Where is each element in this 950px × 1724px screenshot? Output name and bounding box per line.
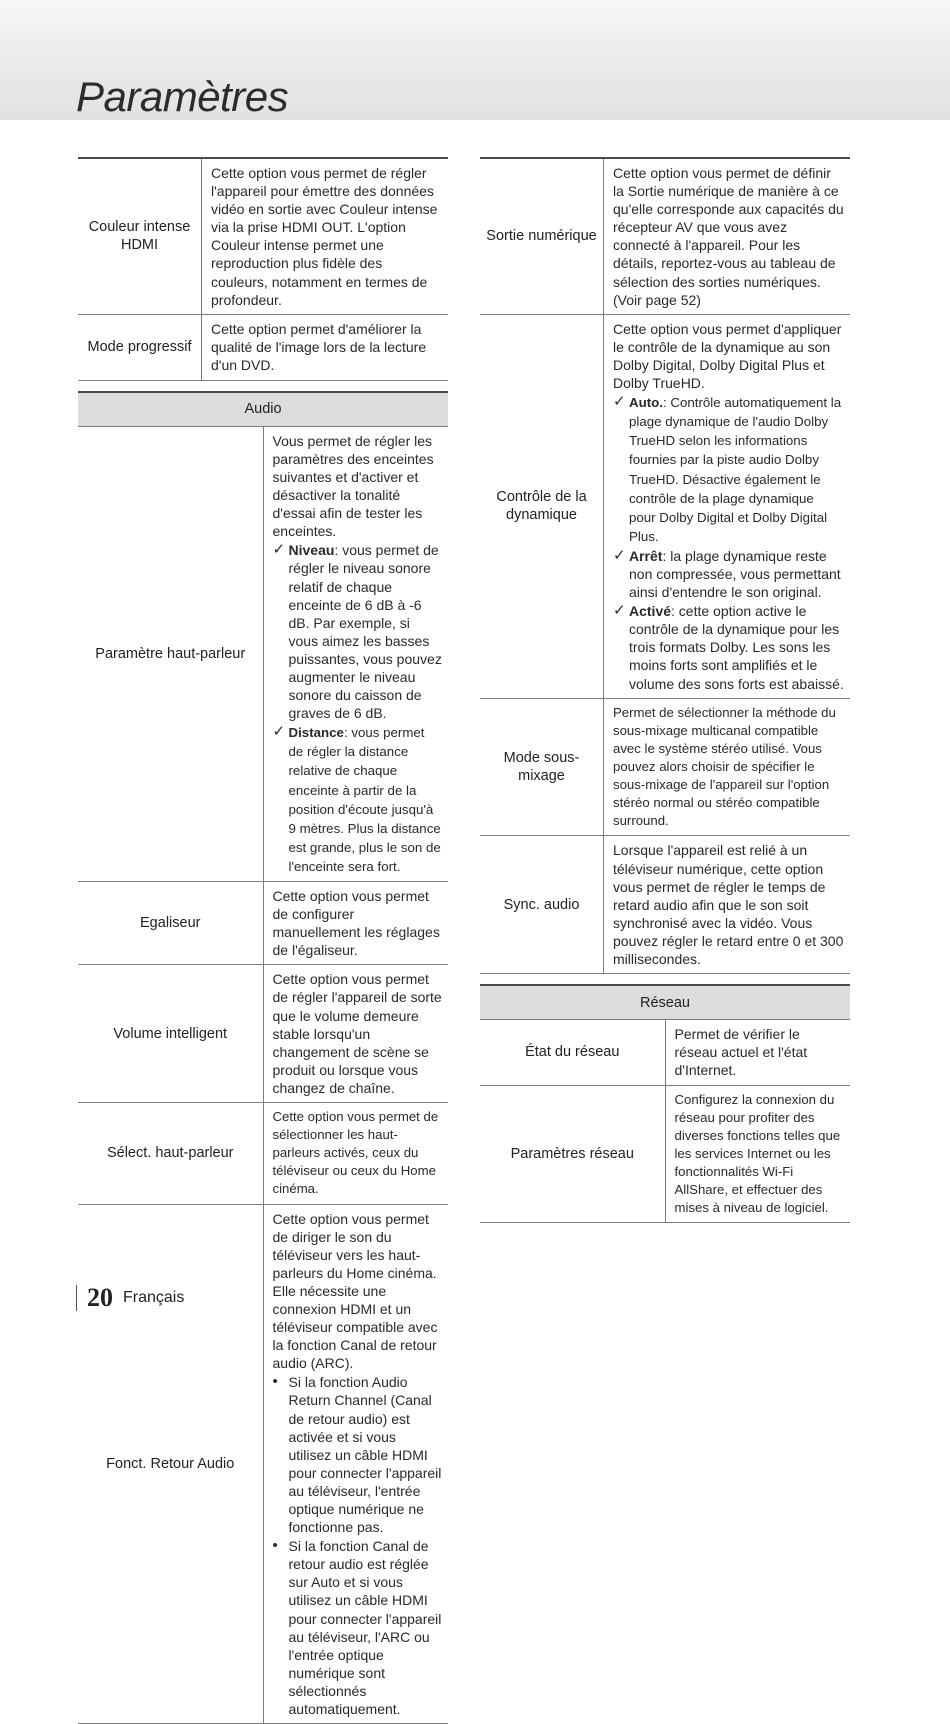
network-settings-table (480, 984, 850, 1223)
row-label: Volume intelligent (78, 965, 263, 1103)
row-description: Permet de sélectionner la méthode du sous-mixage multicanal compatible avec le système stéréo utilisé. Vous pouvez alors choisir de spécifier le sous-mixage de l'appareil sur l'option stéréo normal ou stéréo compatible surround. (604, 698, 851, 836)
table-row (78, 965, 448, 1103)
row-label: Sync. audio (480, 836, 604, 974)
list-item (613, 547, 844, 601)
item-text: Si la fonction Audio Return Channel (Canal de retour audio) est activée et si vous utilisez un câble HDMI pour connecter l'appareil au téléviseur, l'entrée optique numérique ne fonctionne pas. (288, 1374, 442, 1536)
row-label: Fonct. Retour Audio (78, 1204, 263, 1724)
section-header-row (480, 985, 850, 1020)
row-label: Couleur intense HDMI (78, 158, 202, 314)
display-settings-table (78, 157, 448, 381)
checkmark-icon: ✓ (272, 723, 286, 741)
item-term: Activé (629, 603, 672, 620)
section-header-network: Réseau (480, 985, 850, 1020)
row-description: Permet de vérifier le réseau actuel et l'état d'Internet. (665, 1020, 850, 1085)
bullet-icon: • (272, 1373, 278, 1391)
bullet-icon: • (272, 1537, 278, 1555)
table-row (480, 314, 850, 698)
row-label: Mode progressif (78, 314, 202, 380)
section-header-audio: Audio (78, 392, 448, 427)
row-description: Cette option vous permet de sélectionner les haut-parleurs activés, ceux du téléviseur ou ceux du Home cinéma. (263, 1103, 448, 1204)
left-column (78, 157, 448, 1724)
row-description (263, 426, 448, 881)
description-intro: Cette option vous permet d'appliquer le contrôle de la dynamique au son Dolby Digital, Dolby Digital Plus et Dolby TrueHD. (613, 320, 842, 392)
audio-settings-table-continued (480, 157, 850, 974)
audio-settings-table (78, 391, 448, 1724)
section-header-row (78, 392, 448, 427)
page-title: Paramètres (76, 73, 289, 120)
row-description: Cette option vous permet de régler l'appareil pour émettre des données vidéo en sortie avec Couleur intense via la prise HDMI OUT. L'option Couleur intense permet une reproduction plus fidèle des couleurs, notamment en termes de profondeur. (202, 158, 449, 314)
table-row (480, 1085, 850, 1223)
right-column (480, 157, 850, 1223)
checkmark-icon: ✓ (613, 602, 626, 620)
row-description: Configurez la connexion du réseau pour profiter des diverses fonctions telles que les services Internet ou les fonctionnalités Wi-Fi AllShare, et effectuer des mises à niveau de logiciel. (665, 1085, 850, 1223)
item-term: Distance (288, 725, 344, 741)
row-description (604, 314, 851, 698)
table-row (78, 882, 448, 965)
item-text: : vous permet de régler la distance relative de chaque enceinte à partir de la position d'écoute jusqu'à 9 mètres. Plus la distance est grande, plus le son de l'enceinte sera fort. (288, 725, 441, 874)
checkmark-icon: ✓ (272, 541, 286, 559)
row-label: État du réseau (480, 1020, 665, 1085)
item-term: Arrêt (629, 547, 663, 564)
description-intro: Vous permet de régler les paramètres des enceintes suivantes et d'activer et désactiver la tonalité d'essai afin de tester les enceintes. (272, 432, 434, 540)
item-text: Si la fonction Canal de retour audio est réglée sur Auto et si vous utilisez un câble HDMI pour connecter l'appareil au téléviseur, l'ARC ou l'entrée optique numérique sont sélectionnés automatiquement. (288, 1538, 442, 1718)
description-intro: Cette option vous permet de diriger le son du téléviseur vers les haut-parleurs du Home cinéma. Elle nécessite une connexion HDMI et un téléviseur compatible avec la fonction Canal de retour audio (ARC). (272, 1210, 438, 1372)
checkmark-icon: ✓ (613, 393, 626, 411)
row-description: Lorsque l'appareil est relié à un téléviseur numérique, cette option vous permet de régler le temps de retard audio afin que le son soit synchronisé avec la vidéo. Vous pouvez régler le retard entre 0 et 300 millisecondes. (604, 836, 851, 974)
list-item (273, 541, 443, 722)
item-term: Auto. (629, 395, 663, 411)
row-description (263, 1204, 448, 1724)
item-text: : la plage dynamique reste non compressée, vous permettant ainsi d'entendre le son original. (629, 547, 841, 601)
item-text: : Contrôle automatiquement la plage dynamique de l'audio Dolby TrueHD selon les informations fournies par la piste audio Dolby TrueHD. Désactive également le contrôle de la plage dynamique pour Dolby Digital et Dolby Digital Plus. (629, 395, 842, 544)
footer-language: Français (123, 1289, 185, 1306)
page-number: 20 (87, 1283, 113, 1312)
table-row (78, 314, 448, 380)
table-row (480, 1020, 850, 1085)
table-row (78, 1204, 448, 1724)
table-row (480, 158, 850, 314)
row-label: Mode sous-mixage (480, 698, 604, 836)
table-row (78, 426, 448, 881)
table-row (78, 1103, 448, 1204)
table-row (78, 158, 448, 314)
row-description: Cette option vous permet de régler l'appareil de sorte que le volume demeure stable lorsqu'un changement de scène se produit ou lorsque vous changez de chaîne. (263, 965, 448, 1103)
footer-divider (76, 1285, 77, 1311)
row-description: Cette option vous permet de définir la Sortie numérique de manière à ce qu'elle corresponde aux capacités du récepteur AV que vous avez connecté à l'appareil. Pour les détails, reportez-vous au tableau de sélection des sorties numériques. (Voir page 52) (604, 158, 851, 314)
row-label: Paramètres réseau (480, 1085, 665, 1223)
table-row (480, 836, 850, 974)
list-item (613, 393, 844, 546)
list-item (273, 1373, 443, 1536)
item-term: Niveau (288, 542, 335, 559)
row-description: Cette option vous permet de configurer manuellement les réglages de l'égaliseur. (263, 882, 448, 965)
item-text: : vous permet de régler le niveau sonore relatif de chaque enceinte de 6 dB à -6 dB. Par exemple, si vous aimez les basses puissantes, vous pouvez augmenter le niveau sonore du caisson de graves de 6 dB. (288, 542, 442, 722)
table-row (480, 698, 850, 836)
row-label: Sortie numérique (480, 158, 604, 314)
row-label: Paramètre haut-parleur (78, 426, 263, 881)
item-text: : cette option active le contrôle de la dynamique pour les trois formats Dolby. Les sons les moins forts sont amplifiés et le volume des sons forts est abaissé. (629, 603, 844, 692)
row-label: Egaliseur (78, 882, 263, 965)
list-item (613, 602, 844, 692)
row-label: Sélect. haut-parleur (78, 1103, 263, 1204)
page-footer (76, 1283, 184, 1313)
checkmark-icon: ✓ (613, 546, 626, 564)
list-item (273, 1537, 443, 1718)
row-label: Contrôle de la dynamique (480, 314, 604, 698)
row-description: Cette option permet d'améliorer la qualité de l'image lors de la lecture d'un DVD. (202, 314, 449, 380)
list-item (273, 723, 443, 876)
